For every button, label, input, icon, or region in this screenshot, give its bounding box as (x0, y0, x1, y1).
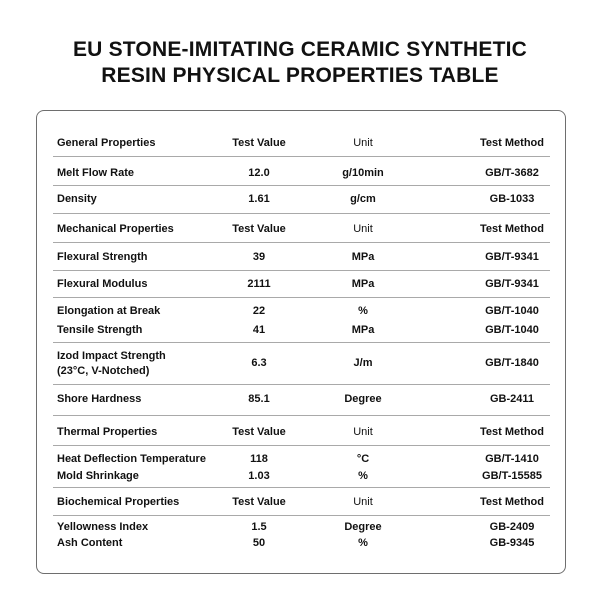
test-value: 85.1 (248, 393, 270, 405)
unit: g/cm (350, 193, 376, 205)
column-header-test-value: Test Value (232, 496, 286, 508)
unit: g/10min (342, 167, 384, 179)
section-divider (53, 415, 550, 416)
column-header-test-method: Test Method (480, 137, 544, 149)
row-divider (53, 515, 550, 516)
unit: MPa (351, 324, 375, 336)
property-name: Izod Impact Strength (57, 350, 166, 362)
section-divider (53, 487, 550, 488)
test-method: GB-9345 (489, 537, 535, 549)
row-divider (53, 270, 550, 271)
property-name: Flexural Strength (57, 251, 148, 263)
property-name: Mold Shrinkage (57, 470, 139, 482)
test-method: GB/T-3682 (485, 167, 539, 179)
unit: % (358, 537, 368, 549)
row-divider (53, 384, 550, 385)
test-method: GB-2409 (489, 521, 535, 533)
test-value: 1.61 (248, 193, 270, 205)
test-value: 118 (250, 453, 268, 465)
test-method: GB/T-9341 (485, 251, 539, 263)
section-title: General Properties (57, 137, 156, 149)
column-header-unit: Unit (353, 496, 373, 508)
unit: J/m (353, 357, 373, 369)
page-title-line-2: RESIN PHYSICAL PROPERTIES TABLE (101, 64, 499, 87)
test-value: 22 (252, 305, 266, 317)
unit: % (358, 305, 368, 317)
column-header-test-method: Test Method (480, 496, 544, 508)
column-header-test-value: Test Value (232, 137, 286, 149)
property-name: Density (57, 193, 97, 205)
property-name: Melt Flow Rate (57, 167, 135, 179)
row-divider (53, 185, 550, 186)
section-title: Biochemical Properties (57, 496, 180, 508)
unit: °C (356, 453, 370, 465)
test-value: 1.03 (248, 470, 270, 482)
section-title: Thermal Properties (57, 426, 158, 438)
property-name: Elongation at Break (57, 305, 161, 317)
row-divider (53, 445, 550, 446)
test-value: 12.0 (248, 167, 270, 179)
property-name: Heat Deflection Temperature (57, 453, 206, 465)
section-divider (53, 213, 550, 214)
column-header-unit: Unit (353, 426, 373, 438)
properties-table (36, 110, 566, 574)
test-value: 6.3 (251, 357, 267, 369)
property-note: (23°C, V-Notched) (57, 365, 150, 377)
test-method: GB/T-9341 (485, 278, 539, 290)
column-header-unit: Unit (353, 137, 373, 149)
test-value: 1.5 (251, 521, 267, 533)
property-name: Yellowness Index (57, 521, 149, 533)
unit: % (358, 470, 368, 482)
property-name: Ash Content (57, 537, 123, 549)
test-value: 50 (252, 537, 266, 549)
row-divider (53, 297, 550, 298)
page-title-line-1: EU STONE-IMITATING CERAMIC SYNTHETIC (72, 38, 528, 61)
unit: Degree (344, 393, 382, 405)
test-method: GB/T-1410 (485, 453, 539, 465)
unit: MPa (351, 251, 375, 263)
test-value: 39 (252, 251, 266, 263)
section-title: Mechanical Properties (57, 223, 174, 235)
property-name: Shore Hardness (57, 393, 142, 405)
unit: MPa (351, 278, 375, 290)
row-divider (53, 156, 550, 157)
column-header-test-value: Test Value (232, 223, 286, 235)
column-header-unit: Unit (353, 223, 373, 235)
test-method: GB/T-1040 (485, 305, 539, 317)
row-divider (53, 242, 550, 243)
property-name: Flexural Modulus (57, 278, 148, 290)
test-method: GB/T-15585 (482, 470, 542, 482)
test-method: GB/T-1040 (485, 324, 539, 336)
test-method: GB/T-1840 (485, 357, 539, 369)
test-method: GB-1033 (489, 193, 535, 205)
test-value: 41 (252, 324, 266, 336)
row-divider (53, 342, 550, 343)
column-header-test-value: Test Value (232, 426, 286, 438)
column-header-test-method: Test Method (480, 223, 544, 235)
test-method: GB-2411 (489, 393, 535, 405)
unit: Degree (344, 521, 382, 533)
column-header-test-method: Test Method (480, 426, 544, 438)
test-value: 2111 (247, 278, 271, 290)
property-name: Tensile Strength (57, 324, 143, 336)
